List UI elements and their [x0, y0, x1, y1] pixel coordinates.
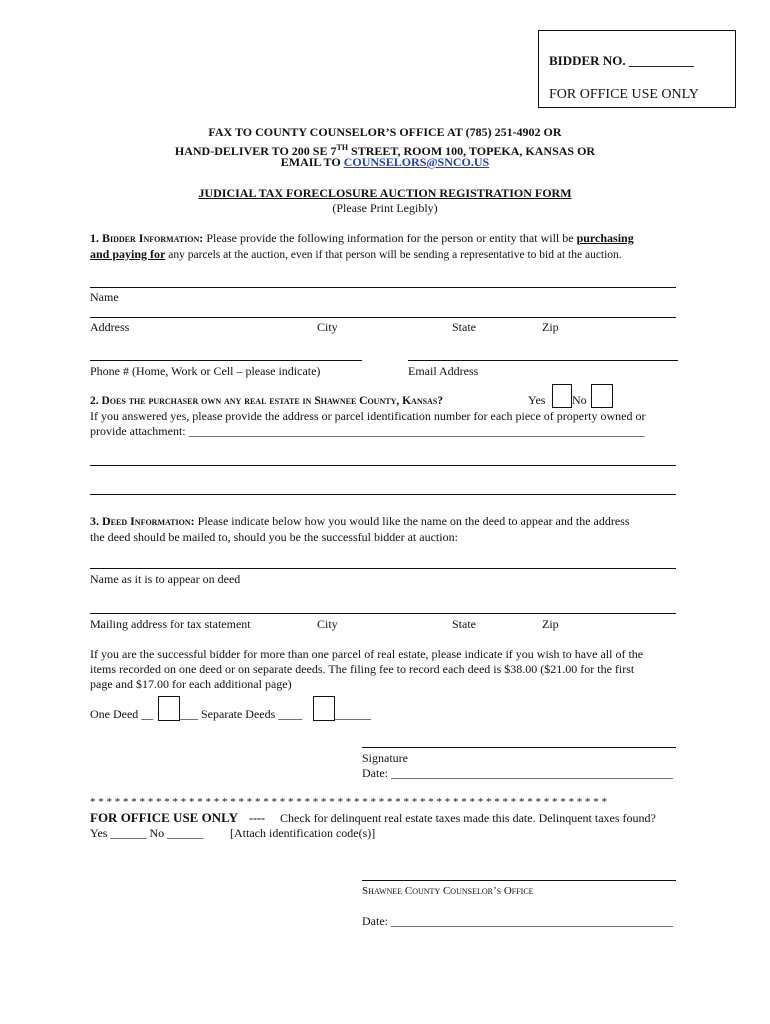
delinquent-check-text: Check for delinquent real estate taxes made this date. Delinquent taxes found? — [280, 811, 656, 825]
one-deed-label: One Deed __ — [90, 707, 154, 721]
address-label: Address — [90, 320, 130, 334]
section1-heading: 1. Bidder Information: — [90, 231, 204, 245]
city-label: City — [317, 320, 338, 334]
no-checkbox[interactable] — [591, 384, 613, 408]
email-address-label: Email Address — [408, 364, 479, 378]
signature-field[interactable] — [362, 747, 676, 748]
no-label: No — [572, 393, 587, 407]
bidder-number-label: BIDDER NO. __________ — [549, 53, 694, 68]
email-line — [0, 155, 770, 170]
fax-line: FAX TO COUNTY COUNSELOR’S OFFICE AT (785) 251-4902 OR — [208, 125, 562, 139]
deliver-sup: TH — [336, 143, 349, 152]
zip-label: Zip — [542, 320, 559, 334]
section2-heading: 2. Does the purchaser own any real estate in Shawnee County, Kansas? — [90, 395, 444, 407]
office-date[interactable]: Date: _______________________________________________ — [362, 914, 673, 928]
section1-paying: and paying for — [90, 247, 166, 261]
section2-question — [90, 393, 443, 409]
print-note: (Please Print Legibly) — [332, 201, 438, 215]
deliver-pre: HAND-DELIVER TO 200 SE 7 — [174, 144, 337, 158]
office-use-only-label: FOR OFFICE USE ONLY — [549, 87, 699, 102]
mailing-address-label: Mailing address for tax statement — [90, 617, 251, 631]
deliver-post: STREET, ROOM 100, TOPEKA, KANSAS OR — [348, 144, 596, 158]
section1-purchasing: purchasing — [576, 231, 634, 245]
separate-deeds-tail: ______ — [335, 707, 371, 721]
address-field[interactable] — [90, 317, 676, 318]
section1-text-b: any parcels at the auction, even if that person will be sending a representative to bid at the auction. — [165, 249, 622, 261]
email-field[interactable] — [408, 360, 678, 361]
phone-field[interactable] — [90, 360, 362, 361]
separate-deeds-checkbox[interactable] — [313, 696, 335, 721]
section1-intro — [90, 230, 682, 263]
star-divider: * * * * * * * * * * * * * * * * * * * * * * * * * * * * * * * * * * * * * * * * * * * * * * * * * * * * * * * * * * * * * * * — [90, 796, 607, 808]
section2-text-2: provide attachment: ____________________________________________________________________________ — [90, 424, 645, 438]
deed-name-label: Name as it is to appear on deed — [90, 572, 241, 586]
form-title: JUDICIAL TAX FORECLOSURE AUCTION REGISTRATION FORM — [198, 186, 572, 200]
office-use-dashes: ---- — [248, 811, 265, 825]
yes-label: Yes — [528, 393, 546, 407]
mailing-address-field[interactable] — [90, 613, 676, 614]
signature-date[interactable]: Date: _______________________________________________ — [362, 766, 673, 780]
section3-intro — [90, 513, 690, 545]
signature-label: Signature — [362, 751, 408, 765]
attach-id-text: [Attach identification code(s)] — [230, 826, 376, 840]
mailing-city-label: City — [317, 617, 338, 631]
email-pre: EMAIL TO — [280, 155, 344, 169]
mailing-zip-label: Zip — [542, 617, 559, 631]
email-link[interactable]: COUNSELORS@SNCO.US — [343, 155, 490, 169]
delinquent-yes-no: Yes ______ No ______ — [90, 826, 204, 840]
separate-deeds-label: ___ Separate Deeds ____ — [180, 707, 303, 721]
section3-heading: 3. Deed Information: — [90, 514, 195, 528]
property-line-1[interactable] — [90, 465, 676, 466]
property-line-2[interactable] — [90, 494, 676, 495]
deed-name-field[interactable] — [90, 568, 676, 569]
mailing-state-label: State — [452, 617, 476, 631]
section2-text-1: If you answered yes, please provide the address or parcel identification number for each piece of property owned or — [90, 409, 646, 423]
multi-deed-text-3: page and $17.00 for each additional page) — [90, 677, 292, 691]
office-use-box — [538, 30, 736, 108]
multi-deed-text-2: items recorded on one deed or on separate deeds. The filing fee to record each deed is $38.00 ($21.00 for the first — [90, 662, 635, 676]
office-use-heading: FOR OFFICE USE ONLY — [90, 810, 238, 825]
state-label: State — [452, 320, 476, 334]
section3-text-b: the deed should be mailed to, should you be the successful bidder at auction: — [90, 530, 458, 544]
yes-checkbox[interactable] — [552, 384, 572, 408]
name-field[interactable] — [90, 287, 676, 288]
section3-text-a: Please indicate below how you would like the name on the deed to appear and the address — [194, 514, 630, 528]
name-label: Name — [90, 290, 119, 304]
one-deed-checkbox[interactable] — [158, 696, 180, 721]
section1-text-a: Please provide the following information for the person or entity that will be — [206, 231, 577, 245]
multi-deed-text-1: If you are the successful bidder for more than one parcel of real estate, please indicate if you wish to have all of the — [90, 647, 644, 661]
counselor-signature-field[interactable] — [362, 880, 676, 881]
phone-label: Phone # (Home, Work or Cell – please indicate) — [90, 364, 321, 378]
counselor-office-label: Shawnee County Counselor’s Office — [362, 885, 534, 897]
office-use-row — [90, 810, 265, 826]
